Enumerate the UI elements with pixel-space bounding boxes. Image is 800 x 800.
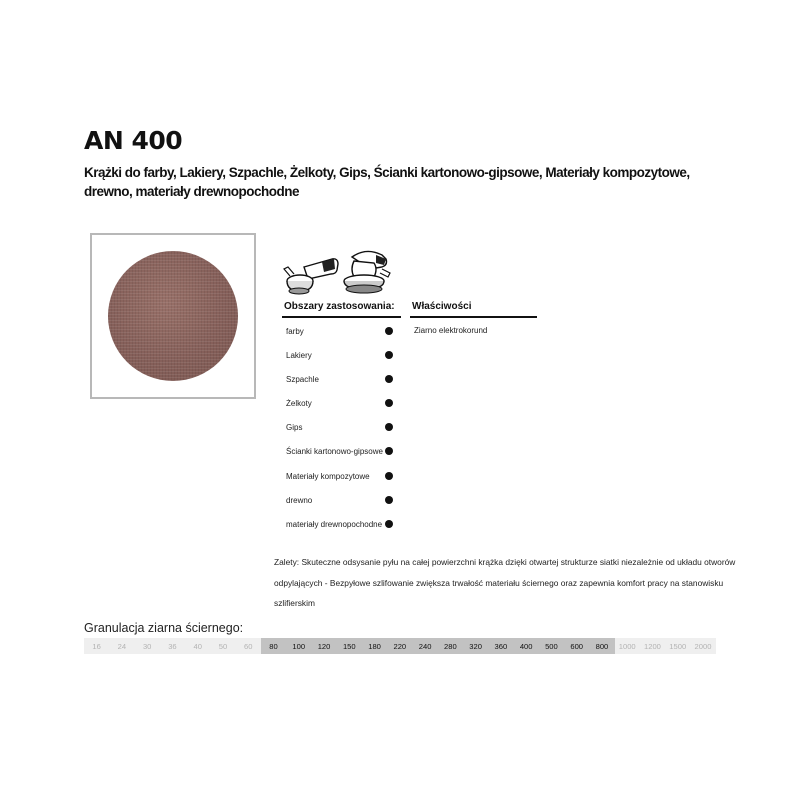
properties-divider — [410, 316, 537, 318]
grit-cell: 1000 — [615, 638, 640, 654]
grit-scale — [84, 638, 716, 654]
grit-cell: 150 — [337, 638, 362, 654]
grit-cell: 60 — [236, 638, 261, 654]
angle-grinder-icon — [282, 255, 340, 299]
grit-cell: 16 — [84, 638, 109, 654]
grit-cell: 24 — [109, 638, 134, 654]
applicable-dot-icon — [385, 399, 393, 407]
grit-cell: 400 — [514, 638, 539, 654]
grit-cell: 320 — [463, 638, 488, 654]
applicable-dot-icon — [385, 327, 393, 335]
grit-cell: 120 — [311, 638, 336, 654]
list-item — [286, 327, 396, 341]
grit-cell: 240 — [412, 638, 437, 654]
list-item — [286, 472, 396, 486]
application-area-label: farby — [286, 327, 304, 336]
list-item — [286, 375, 396, 389]
properties-header: Właściwości — [412, 301, 472, 312]
applicable-dot-icon — [385, 496, 393, 504]
list-item — [286, 399, 396, 413]
applicable-dot-icon — [385, 472, 393, 480]
grit-cell: 600 — [564, 638, 589, 654]
grit-cell: 30 — [135, 638, 160, 654]
application-area-label: Ścianki kartonowo-gipsowe — [286, 447, 383, 456]
list-item — [286, 351, 396, 365]
advantages-text: Zalety: Skuteczne odsysanie pyłu na całej powierzchni krążka dzięki otwartej strukturze siatki niezależnie od układu otworów odpylających - Bezpyłowe szlifowanie zwiększa trwałość materiału ściernego oraz zapewnia komfort pracy na stanowisku szlifierskim — [274, 557, 736, 608]
grit-cell: 40 — [185, 638, 210, 654]
grit-cell: 360 — [488, 638, 513, 654]
properties-text: Ziarno elektrokorund — [414, 326, 488, 335]
applicable-dot-icon — [385, 423, 393, 431]
application-area-label: Gips — [286, 423, 303, 432]
grit-cell: 800 — [589, 638, 614, 654]
list-item — [286, 423, 396, 437]
applicable-dot-icon — [385, 520, 393, 528]
granulation-label: Granulacja ziarna ściernego: — [84, 621, 244, 635]
grit-cell: 50 — [210, 638, 235, 654]
list-item — [286, 447, 396, 461]
list-item — [286, 520, 396, 534]
application-area-label: drewno — [286, 496, 313, 505]
grit-cell: 500 — [539, 638, 564, 654]
product-description: Krążki do farby, Lakiery, Szpachle, Żelkoty, Gips, Ścianki kartonowo-gipsowe, Materiały kompozytowe, drewno, materiały drewnopochodne — [84, 165, 690, 199]
random-orbital-sander-icon — [340, 247, 392, 299]
mesh-disc-image — [108, 251, 238, 381]
application-area-label: Lakiery — [286, 351, 312, 360]
product-code: AN 400 — [84, 126, 183, 155]
grit-cell: 280 — [438, 638, 463, 654]
grit-cell: 100 — [286, 638, 311, 654]
grit-cell: 36 — [160, 638, 185, 654]
grit-cell: 220 — [387, 638, 412, 654]
grit-cell: 1200 — [640, 638, 665, 654]
grit-cell: 180 — [362, 638, 387, 654]
application-area-label: materiały drewnopochodne — [286, 520, 383, 529]
application-areas-header: Obszary zastosowania: — [284, 301, 395, 312]
application-area-label: Żelkoty — [286, 399, 312, 408]
applicable-dot-icon — [385, 351, 393, 359]
grit-cell: 1500 — [665, 638, 690, 654]
product-photo — [90, 233, 256, 399]
grit-cell: 2000 — [690, 638, 715, 654]
application-area-label: Szpachle — [286, 375, 319, 384]
application-area-label: Materiały kompozytowe — [286, 472, 370, 481]
list-item — [286, 496, 396, 510]
applicable-dot-icon — [385, 375, 393, 383]
application-areas-divider — [282, 316, 401, 318]
applicable-dot-icon — [385, 447, 393, 455]
grit-cell: 80 — [261, 638, 286, 654]
